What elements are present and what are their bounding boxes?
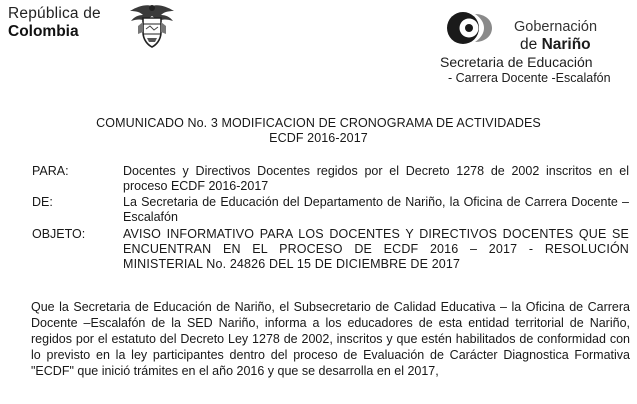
coat-of-arms-icon	[126, 2, 178, 50]
country-name	[8, 5, 128, 41]
document-subtitle: ECDF 2016-2017	[269, 131, 368, 145]
objeto-label: OBJETO:	[32, 227, 86, 241]
para-label: PARA:	[32, 164, 69, 178]
para-text: Docentes y Directivos Docentes regidos por el Decreto 1278 de 2002 inscritos en el proceso ECDF 2016-2017	[123, 164, 629, 193]
country-line-2: Colombia	[8, 23, 79, 40]
body-paragraph: Que la Secretaria de Educación de Nariño, el Subsecretario de Calidad Educativa – la Oficina de Carrera Docente –Escalafón de la SED Nariño, informa a los educadores de esta entidad territorial de Nariño, regidos por el estatuto del Decreto Ley 1278 de 2002, inscritos y que estén habilitados de conformidad con lo previsto en la ley participantes dentro del proceso de Evaluación de Carácter Diagnostica Formativa "ECDF" que inició trámites en el año 2016 y que se desarrolla en el 2017,	[31, 300, 630, 378]
de-text: La Secretaria de Educación del Departamento de Nariño, la Oficina de Carrera Docente – Escalafón	[123, 195, 629, 224]
de-label: DE:	[32, 195, 53, 209]
governorate-logo-icon	[445, 6, 497, 50]
gov-line-4: - Carrera Docente -Escalafón	[448, 71, 611, 85]
gov-line-2-bold: Nariño	[541, 36, 591, 53]
gov-line-1: Gobernación	[514, 19, 598, 35]
gov-line-2-prefix: de	[520, 36, 542, 53]
country-line-1: República de	[8, 5, 101, 22]
gov-line-2	[520, 36, 591, 54]
document-title: COMUNICADO No. 3 MODIFICACION DE CRONOGRAMA DE ACTIVIDADES	[96, 116, 541, 130]
governorate-header	[440, 2, 636, 90]
objeto-text: AVISO INFORMATIVO PARA LOS DOCENTES Y DIRECTIVOS DOCENTES QUE SE ENCUENTRAN EN EL PROCESO DE ECDF 2016 – 2017 - RESOLUCIÓN MINISTERIAL No. 24826 DEL 15 DE DICIEMBRE DE 2017	[123, 227, 629, 271]
gov-line-3: Secretaria de Educación	[440, 54, 593, 70]
